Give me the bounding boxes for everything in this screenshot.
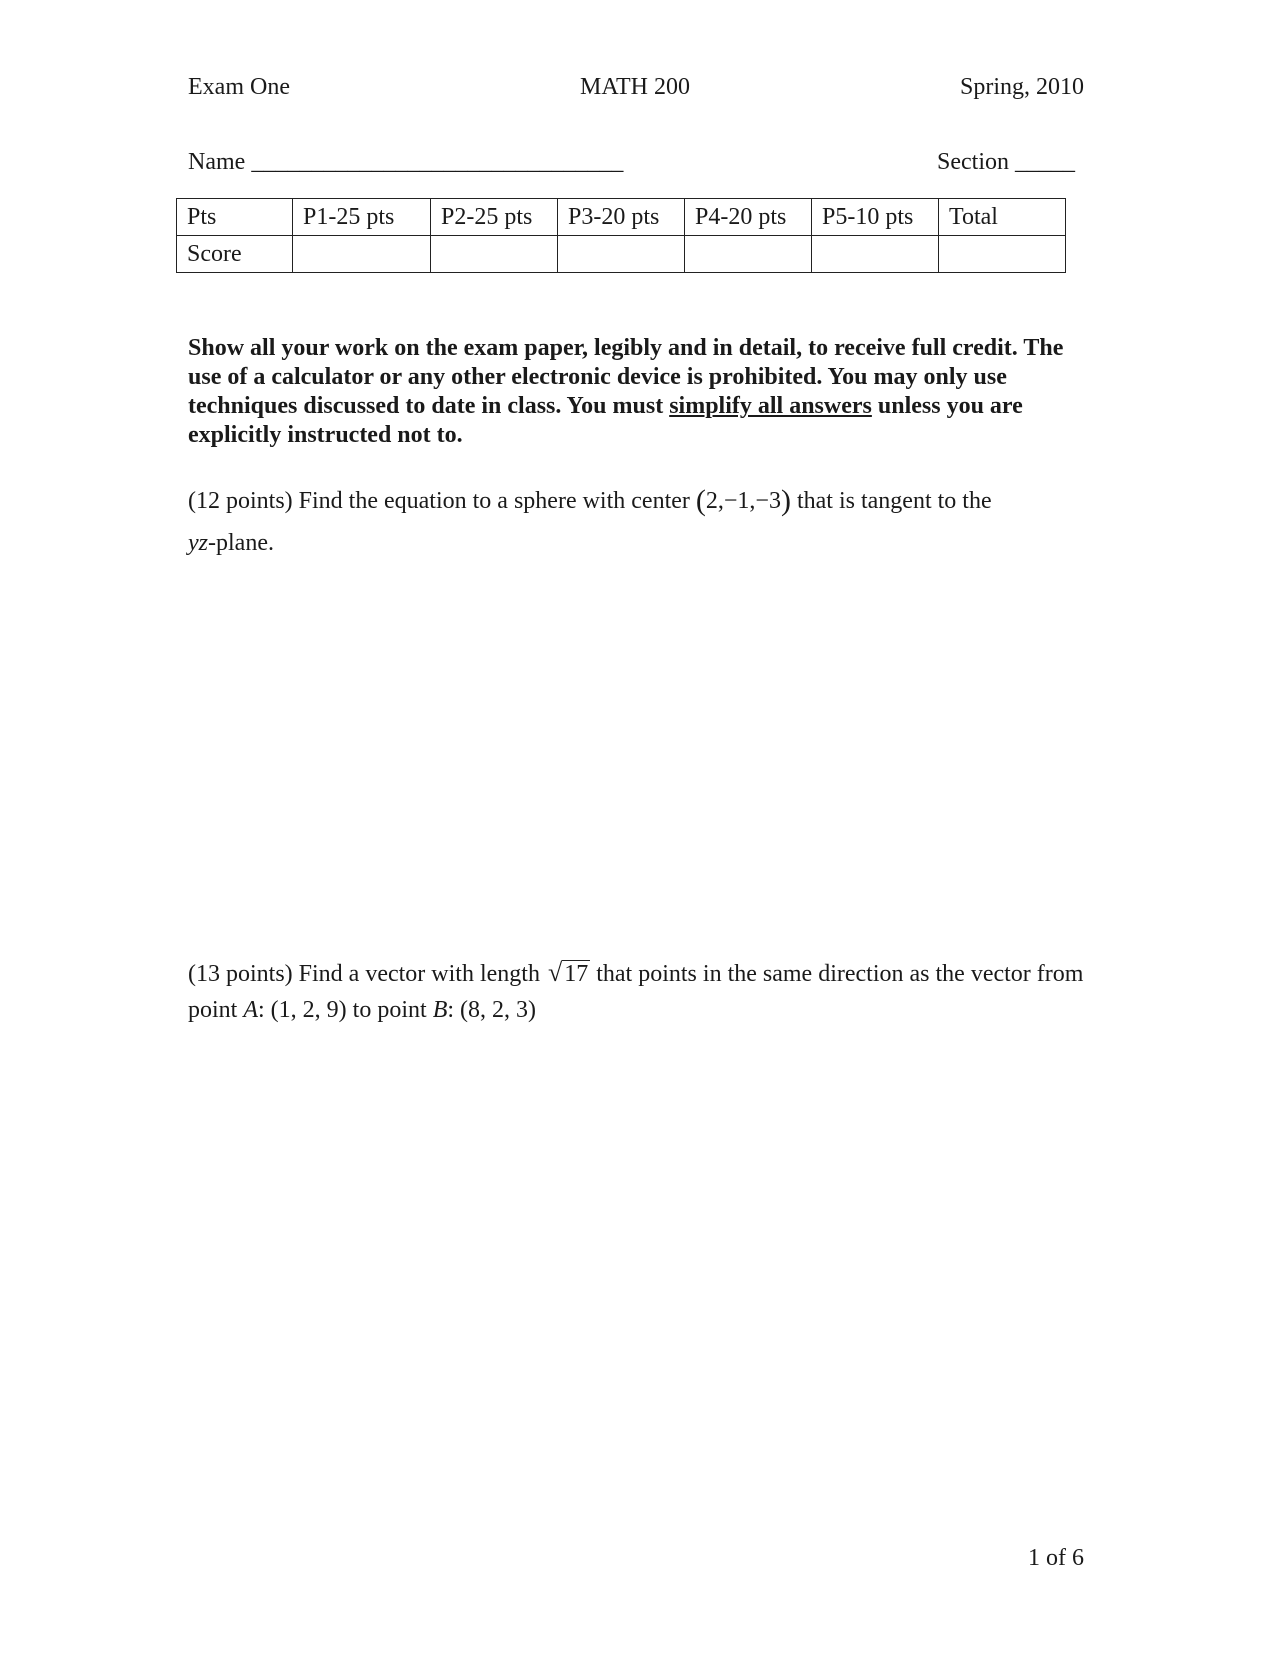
p1-points-cell: P1-25 pts [293, 199, 431, 236]
center-close-paren: ) [780, 484, 791, 517]
section-label: Section [937, 149, 1009, 175]
p1-score-cell [293, 236, 431, 273]
sphere-center: 2,−1,−3 [705, 488, 781, 514]
problem-1 [188, 480, 1088, 564]
plane-variable: yz [188, 530, 208, 556]
exam-title: Exam One [188, 74, 290, 100]
point-b-coords: : (8, 2, 3) [447, 997, 537, 1023]
exam-instructions [188, 334, 1088, 450]
point-a-label: A [243, 997, 259, 1023]
p2-points-cell: P2-25 pts [431, 199, 558, 236]
point-b-label: B [432, 997, 448, 1023]
p3-score-cell [558, 236, 685, 273]
point-a-coords: : (1, 2, 9) [258, 997, 347, 1023]
page-number: 1 of 6 [1028, 1545, 1084, 1571]
problem-2-between: to point [346, 997, 433, 1023]
instructions-underlined: simplify all answers [669, 393, 872, 419]
instructions-text-end: unless you are explicitly instructed not to. [188, 393, 1023, 448]
score-row [177, 236, 1066, 273]
points-row [177, 199, 1066, 236]
p4-score-cell [685, 236, 812, 273]
plane-suffix: -plane. [208, 530, 274, 556]
section-blank: _____ [1015, 149, 1075, 175]
course-code: MATH 200 [580, 74, 691, 100]
pts-header-cell: Pts [177, 199, 293, 236]
center-open-paren: ( [695, 484, 706, 517]
section-field [937, 147, 1075, 177]
p3-points-cell: P3-20 pts [558, 199, 685, 236]
problem-1-intro: (12 points) Find the equation to a sphere with center [188, 488, 696, 514]
name-field [188, 147, 623, 177]
p2-score-cell [431, 236, 558, 273]
p5-points-cell: P5-10 pts [812, 199, 939, 236]
total-header-cell: Total [939, 199, 1066, 236]
problem-2-intro: (13 points) Find a vector with length [188, 961, 546, 987]
problem-2-mid: that points in the same direction as the vector from point [188, 961, 1084, 1023]
p5-score-cell [812, 236, 939, 273]
problem-1-mid: that is tangent to the [790, 488, 992, 514]
instructions-text: Show all your work on the exam paper, legibly and in detail, to receive full credit. The use of a calculator or any other electronic device is prohibited. You may only use techniques discussed to date in class. You must [188, 335, 1064, 419]
term: Spring, 2010 [960, 74, 1085, 100]
sqrt-radicand: 17 [564, 961, 589, 987]
sqrt-sign: √ [547, 958, 563, 987]
p4-points-cell: P4-20 pts [685, 199, 812, 236]
name-blank: _______________________________ [251, 149, 624, 175]
total-score-cell [939, 236, 1066, 273]
sqrt-expression [546, 955, 590, 992]
score-label-cell: Score [177, 236, 293, 273]
problem-2 [188, 955, 1088, 1028]
name-label: Name [188, 149, 246, 175]
score-table [176, 198, 1066, 273]
